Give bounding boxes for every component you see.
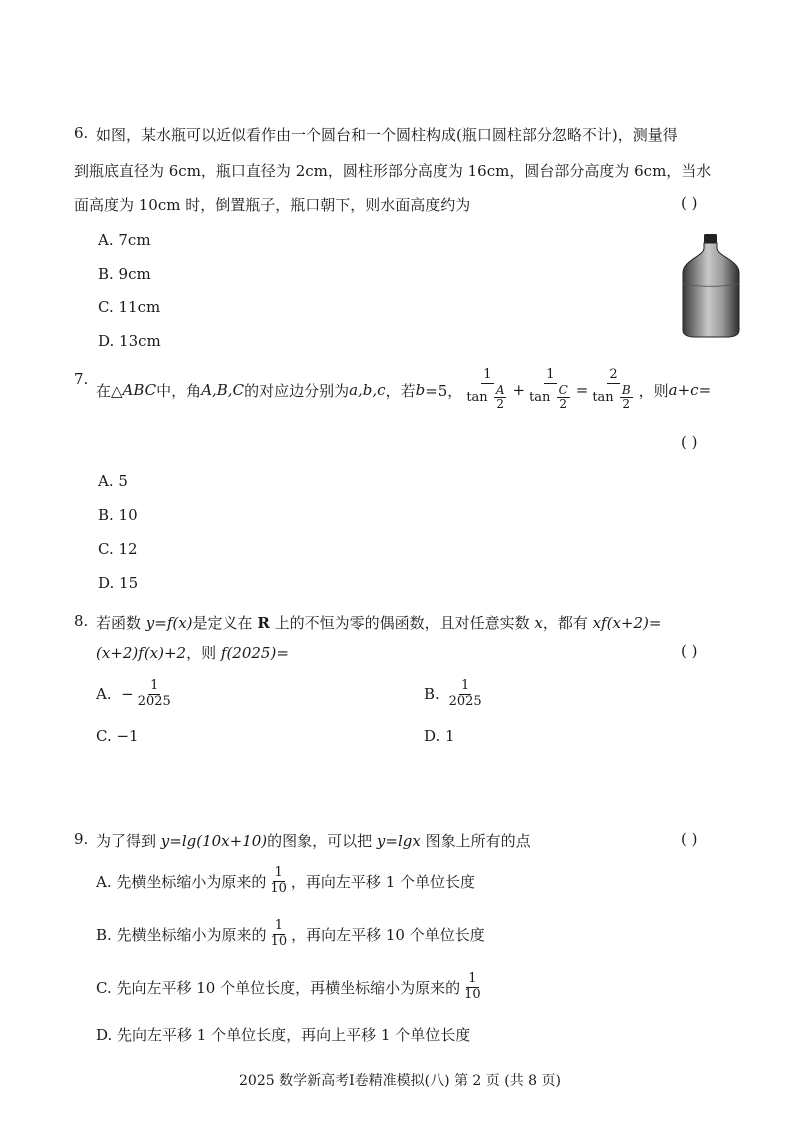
- q9-optA-a: A. 先横坐标缩小为原来的: [96, 872, 267, 891]
- q6-line1: 如图，某水瓶可以近似看作由一个圆台和一个圆柱构成(瓶口圆柱部分忽略不计)，测量得: [96, 126, 678, 144]
- q8-optB-num: 1: [460, 677, 470, 693]
- q9-option-d: D. 先向左平移 1 个单位长度，再向上平移 1 个单位长度: [96, 1026, 471, 1044]
- q9-eq2: y=lgx: [376, 832, 421, 850]
- q9-optB-fraction: [269, 919, 290, 950]
- q9-text-a: 为了得到: [96, 832, 161, 850]
- q9-option-c: [96, 968, 485, 1006]
- q7-text-d: ，若: [385, 381, 416, 400]
- q9-option-b: [96, 915, 485, 953]
- q7-f2-tan: tan: [529, 389, 551, 405]
- water-bottle-image: [676, 232, 746, 338]
- q7-tail2: =: [698, 381, 712, 399]
- q8-l1-fx: y=f(x): [145, 614, 193, 632]
- q7-answer-bracket: ( ): [681, 433, 698, 451]
- q7-fraction-3: [590, 368, 636, 413]
- q9-optA-b: ，再向左平移 1 个单位长度: [290, 872, 476, 891]
- q8-option-c: C. −1: [96, 727, 139, 745]
- q8-optA-label: A.: [96, 685, 112, 703]
- q8-l1-a: 若函数: [96, 614, 146, 632]
- q7-f1-sub-den: 2: [496, 397, 504, 412]
- q9-optA-fraction: [268, 866, 289, 897]
- q8-line1: [96, 612, 661, 633]
- page-footer: 2025 数学新高考Ⅰ卷精准模拟(八) 第 2 页 (共 8 页): [239, 1073, 561, 1089]
- q6-option-a: A. 7cm: [98, 231, 151, 249]
- q6-number: 6.: [74, 124, 89, 142]
- q8-l2-eq: (x+2)f(x)+2: [96, 644, 187, 662]
- q8-optA-num: 1: [150, 677, 159, 693]
- q8-option-a: [96, 676, 175, 712]
- q7-b-var: b: [415, 381, 426, 399]
- q9-optB-b: ，再向左平移 10 个单位长度: [291, 925, 485, 944]
- q7-number: 7.: [74, 370, 89, 388]
- q8-optA-sign: −: [121, 685, 134, 703]
- q9-text-c: 图象上所有的点: [420, 832, 531, 850]
- q6-answer-bracket: ( ): [681, 194, 698, 212]
- q7-angles: A,B,C: [201, 381, 245, 399]
- q8-line2: [96, 642, 289, 663]
- q9-answer-bracket: ( ): [681, 830, 698, 848]
- q7-equals: =: [575, 381, 589, 399]
- q6-option-c: C. 11cm: [98, 298, 161, 316]
- q9-optC-den: 10: [464, 986, 481, 1002]
- q9-number: 9.: [74, 830, 89, 848]
- q8-l1-eq: xf(x+2)=: [592, 614, 662, 632]
- q7-text-a: 在△: [96, 381, 123, 400]
- q7-text-c: 的对应边分别为: [244, 381, 350, 400]
- q8-optA-fraction: [136, 679, 173, 710]
- q9-optC-fraction: [462, 972, 483, 1003]
- q7-option-d: D. 15: [98, 574, 139, 592]
- q7-f3-sub-num: B: [621, 382, 631, 397]
- q6-line2: 到瓶底直径为 6cm，瓶口直径为 2cm，圆柱形部分高度为 16cm，圆台部分高度为 6cm，当水: [74, 162, 712, 180]
- q9-option-a: [96, 862, 475, 900]
- q7-f1-sub-num: A: [495, 382, 505, 397]
- q7-text-e: =5，: [425, 381, 463, 400]
- q8-option-d: D. 1: [424, 727, 455, 745]
- q9-optB-a: B. 先横坐标缩小为原来的: [96, 925, 267, 944]
- q9-optB-den: 10: [270, 933, 288, 949]
- q7-stem: [96, 362, 711, 418]
- q7-a-plus-c: a+c: [668, 381, 699, 399]
- q7-f3-num: 2: [609, 366, 618, 382]
- q9-optB-num: 1: [274, 917, 283, 933]
- q9-optA-num: 1: [274, 864, 283, 880]
- q8-optB-label: B.: [424, 685, 440, 703]
- q9-optA-den: 10: [270, 880, 287, 896]
- q8-number: 8.: [74, 612, 89, 630]
- q6-option-b: B. 9cm: [98, 265, 151, 283]
- q7-plus: +: [512, 381, 526, 399]
- q8-answer-bracket: ( ): [681, 642, 698, 660]
- q8-optB-fraction: [447, 679, 484, 710]
- q7-f3-sub-den: 2: [622, 397, 631, 412]
- q7-f2-sub-den: 2: [559, 397, 567, 412]
- q7-f2-num: 1: [546, 366, 555, 382]
- q8-option-b: [424, 676, 486, 712]
- q7-f1-tan: tan: [466, 389, 488, 405]
- q7-triangle-abc: ABC: [122, 381, 157, 399]
- q7-option-b: B. 10: [98, 506, 138, 524]
- q6-line3: 面高度为 10cm 时，倒置瓶子，瓶口朝下，则水面高度约为: [74, 196, 471, 214]
- q8-l1-d: ，都有: [542, 614, 593, 632]
- q9-stem: [96, 830, 531, 851]
- q7-option-a: A. 5: [98, 472, 128, 490]
- q9-eq1: y=lg(10x+10): [160, 832, 268, 850]
- q7-tail: ，则: [638, 381, 669, 400]
- q7-fraction-1: [464, 368, 510, 413]
- q7-f1-num: 1: [483, 366, 492, 382]
- q8-optB-den: 2025: [448, 693, 482, 709]
- q7-fraction-2: [527, 368, 574, 413]
- q8-l2-f: f(2025)=: [220, 644, 289, 662]
- q8-l1-b: 是定义在: [192, 614, 258, 632]
- q9-text-b: 的图象，可以把: [267, 832, 377, 850]
- q8-l1-c: 上的不恒为零的偶函数，且对任意实数: [269, 614, 535, 632]
- q8-l2-b: ，则: [186, 644, 221, 662]
- q8-l1-R: R: [257, 614, 270, 632]
- q7-sides: a,b,c: [349, 381, 386, 399]
- q7-f2-sub-num: C: [558, 382, 568, 397]
- q9-optC-a: C. 先向左平移 10 个单位长度，再横坐标缩小为原来的: [96, 978, 461, 997]
- q7-option-c: C. 12: [98, 540, 138, 558]
- q6-option-d: D. 13cm: [98, 332, 161, 350]
- q9-optC-num: 1: [468, 970, 477, 986]
- q7-text-b: 中，角: [156, 381, 202, 400]
- q8-l1-x: x: [534, 614, 543, 632]
- q7-f3-tan: tan: [592, 389, 614, 405]
- q8-optA-den: 2025: [137, 693, 171, 709]
